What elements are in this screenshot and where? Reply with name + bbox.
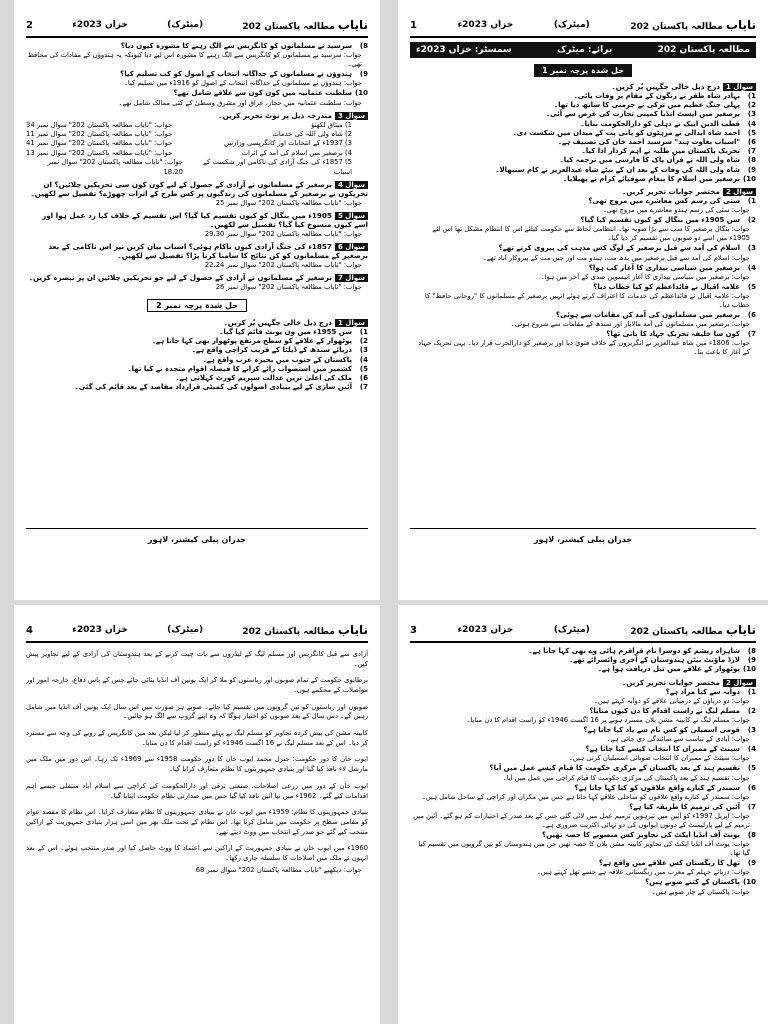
- list-item: [26, 365, 368, 374]
- page-1: [398, 0, 768, 600]
- answer-text: جواب: ہندوؤں نے مسلمانوں کے جداگانہ انتخاب کے اصول کو 1916ء میں تسلیم کیا۔: [123, 79, 362, 88]
- item-text: آئین کی ترمیم کا طریقہ کیا ہے؟: [629, 802, 740, 811]
- list-item: [26, 89, 368, 98]
- blank-list: [410, 92, 756, 184]
- answer-text: جواب: اپریل 1997ء کو آئین میں تیرہویں ترمیم عمل میں لائی گئی جس کے بعد صدر کے اختیارات کم ہو گئے۔ آئین میں ترمیم کے لیے پارلیمنٹ کے دونوں ایوانوں کی دو تہائی اکثریت ضروری ہے۔: [413, 812, 750, 830]
- item-text: مسلم لیگ نے راست اقدام کا دن کیوں منایا؟: [589, 706, 740, 715]
- question-heading: سوال 2مختصر جوابات تحریر کریں۔: [410, 187, 756, 196]
- item-text: شاہ ولی اللہ کی خدمات: [272, 130, 343, 139]
- paragraph: 1960ء میں ایوب خان نے بنیادی جمہوریت کے اراکین سے اعتماد کا ووٹ حاصل کیا اور صدر منتخب ہوئے۔ اس کے بعد انہوں نے ملک میں اصلاحات کا سلسلہ جاری رکھا۔: [26, 844, 368, 863]
- running-header: نایاب مطالعہ پاکستان 202 (میٹرک) خزاں 2023ء 3: [410, 619, 756, 643]
- list-item: [410, 803, 756, 812]
- item-number: 2): [747, 706, 756, 715]
- item-text: شاہراہ ریشم کو دوسرا نام قراقرم ہائی وے بھی کہا جاتا ہے۔: [528, 647, 740, 655]
- list-item: [410, 110, 756, 119]
- item-number: 3): [747, 244, 756, 253]
- reference-answer: جواب: "نایاب مطالعہ پاکستان 202" سوال نمبر 25: [215, 199, 362, 208]
- item-number: 8): [359, 42, 368, 50]
- band-title: مطالعہ پاکستان 202: [657, 45, 750, 55]
- list-item: [410, 726, 756, 735]
- item-text: احمد شاہ ابدالی نے مرہٹوں کو پانی پت کے میدان میں شکست دی۔: [512, 128, 740, 137]
- item-text: اسلام کی آمد سے قبل برصغیر کے لوگ کس مذہب کی پیروی کرتے تھے؟: [498, 244, 740, 253]
- note-row: [26, 149, 352, 158]
- item-number: 1): [747, 92, 756, 100]
- item-text: برصغیر میں اسلام کی آمد کے اثرات: [241, 148, 343, 157]
- item-number: 9): [747, 859, 756, 868]
- paper-band: [410, 42, 756, 58]
- item-text: شاہ ولی اللہ کی وفات کے بعد ان کے بیٹے شاہ عبدالعزیز نے کام سنبھالا۔: [495, 165, 740, 174]
- list-item: [26, 328, 368, 337]
- item-number: 6): [747, 783, 756, 792]
- item-text: سمندر کے کنارے واقع علاقوں کو کیا کہا جاتا ہے؟: [574, 783, 740, 792]
- item-number: 9): [747, 656, 756, 665]
- answer-body: [26, 650, 368, 864]
- item-text: کون سا خلیفہ تحریک جہاد کا بانی تھا؟: [606, 330, 740, 339]
- item-text: سلطنت عثمانیہ میں کون کون سے علاقے شامل تھے؟: [173, 89, 352, 98]
- item-number: 7): [747, 147, 756, 156]
- answer-text: جواب: دریائے جہلم کے مغرب میں ریگستانی علاقہ ہے جسے تھل کہتے ہیں۔: [536, 868, 750, 877]
- list-item: [410, 244, 756, 253]
- item-text: برصغیر میں مسلمانوں کی آمد کن مقامات سے ہوئی؟: [555, 311, 740, 320]
- question-heading: سوال 51905ء میں بنگال کو کیوں تقسیم کیا گیا؟ اس تقسیم کے خلاف کیا رد عمل ہوا اور اسے کیوں منسوخ کیا گیا؟ تفصیل سے لکھیں۔: [42, 211, 368, 230]
- list-item: [410, 120, 756, 129]
- list-item: [26, 42, 368, 51]
- page-4: [14, 605, 380, 1024]
- question-heading: سوال 3مندرجہ ذیل پر نوٹ تحریر کریں۔: [26, 111, 368, 120]
- list-item: [26, 337, 368, 346]
- item-number: 1): [747, 197, 756, 206]
- list-item: [410, 166, 756, 175]
- item-text: سن 1905ء میں بنگال کو کیوں تقسیم کیا گیا؟: [580, 216, 740, 225]
- note-row: [26, 121, 352, 130]
- item-number: 10): [355, 89, 368, 98]
- item-text: برصغیر میں اسلام کا پیغام صوفیائے کرام نے پھیلایا۔: [563, 174, 740, 183]
- answer-text: جواب: یونٹ آف انڈیا ایکٹ کی تجاویز کابینہ مشن پلان کا حصہ تھیں جن میں ہندوستان کو تین گروپوں میں تقسیم کیا گیا تھا۔: [418, 840, 750, 858]
- list-item: [26, 356, 368, 365]
- item-text: تقسیم ہند کے بعد پاکستان کے مرکزی حکومت کا قیام کیسے عمل میں آیا؟: [489, 764, 740, 773]
- answer-text: جواب: 1806ء میں شاہ عبدالعزیز نے انگریزوں کے خلاف فتویٰ دیا اور برصغیر کو دارالحرب قرار دیا۔ یہی تحریک جہاد کے آغاز کا باعث بنا۔: [418, 339, 750, 357]
- paragraph: ایوب خان کے دور میں زرعی اصلاحات، صنعتی ترقی اور دارالحکومت کی کراچی سے اسلام آباد منتقلی جیسے اہم اقدامات کیے گئے۔ 1962ء میں نیا آئین نافذ کیا گیا جس میں صدارتی نظام حکومت اپنایا گیا۔: [26, 781, 368, 800]
- answer-text: جواب: مسلم لیگ نے کابینہ مشن پلان مسترد ہونے پر 16 اگست 1946ء کو راست اقدام کا دن منایا۔: [466, 716, 750, 725]
- note-topic: [183, 158, 352, 177]
- page-3: [398, 605, 768, 1024]
- paper-tag: حل شدہ پرچہ نمبر 2: [147, 299, 247, 312]
- list-item: [410, 831, 756, 840]
- item-number: 7): [747, 802, 756, 811]
- paragraph: بنیادی جمہوریتوں کا نظام: 1959ء میں ایوب خان نے بنیادی جمہوریتوں کا نظام متعارف کرایا۔ اس نظام کا مقصد عوام کو مقامی سطح پر حکومت میں شامل کرنا تھا۔ اس نظام کے تحت ملک بھر میں اسی ہزار بنیادی جمہوریت کے اراکین منتخب کیے گئے جو صدر کے انتخاب میں ووٹ دیتے تھے۔: [26, 808, 368, 836]
- item-text: دریائے سندھ کے ڈیلٹا کے قریب کراچی واقع ہے۔: [191, 346, 352, 355]
- item-text: میثاق لکھنؤ: [311, 120, 343, 129]
- running-header: نایاب مطالعہ پاکستان 202 (میٹرک) خزاں 2023ء 4: [26, 619, 368, 643]
- note-row: [26, 130, 352, 139]
- item-text: پہلی جنگ عظیم میں ترکی نے جرمنی کا ساتھ دیا تھا۔: [554, 101, 740, 110]
- item-number: 1): [345, 120, 352, 129]
- item-number: 4): [747, 745, 756, 754]
- note-reference: جواب: "نایاب مطالعہ پاکستان 202" سوال نمبر 11: [26, 130, 173, 139]
- item-text: سینٹ کے ممبران کا انتخاب کیسے کیا جاتا ہے؟: [585, 745, 740, 754]
- notes-list: [26, 121, 368, 177]
- short-answer-list: [410, 197, 756, 357]
- list-item: [410, 129, 756, 138]
- paragraph: آزادی سے قبل کانگریس اور مسلم لیگ کے لیڈروں سے بات چیت کرنے کے بعد ہندوستان کی آزادی کے لیے تجاویز پیش کیں۔: [26, 649, 368, 668]
- item-number: 4): [345, 148, 352, 157]
- page-number: 1: [410, 19, 417, 31]
- list-item: [410, 197, 756, 206]
- question-heading: سوال 2مختصر جوابات تحریر کریں۔: [410, 678, 756, 687]
- answer-text: جواب: پاکستان کے چار صوبے ہیں۔: [651, 887, 750, 896]
- item-text: آئین سازی کے لیے بنیادی اصولوں کی کمیٹی قرارداد مقاصد کے بعد قائم کی گئی۔: [74, 383, 352, 392]
- item-number: 6): [747, 311, 756, 320]
- list-item: [410, 784, 756, 793]
- level-label: (میٹرک): [553, 20, 590, 30]
- running-header: نایاب مطالعہ پاکستان 202 (میٹرک) خزاں 2023ء 2: [26, 14, 368, 38]
- band-semester: سمسٹر: خزاں 2023ء: [416, 45, 512, 55]
- item-number: 4): [747, 263, 756, 272]
- question-heading: سوال 61857ء کی جنگ آزادی کیوں ناکام ہوئی؟ اسباب بیان کریں نیز اس ناکامی کے بعد برصغیر کے مسلمانوں کو کن نتائج کا سامنا کرنا پڑا؟ تفصیل سے لکھیں۔: [48, 242, 368, 261]
- list-item: [410, 283, 756, 292]
- page-number: 4: [26, 624, 33, 636]
- answer-text: جواب: علامہ اقبال نے قائداعظم کی خدمات کا اعتراف کرتے ہوئے انہیں برصغیر کے مسلمانوں کا "روحانی حافظ" کا خطاب دیا۔: [424, 292, 750, 310]
- short-answer-list: [26, 42, 368, 108]
- list-item: [410, 745, 756, 754]
- item-text: شاہ ولی اللہ نے قرآن پاک کا فارسی میں ترجمہ کیا۔: [559, 156, 740, 165]
- blank-list: [26, 328, 368, 392]
- item-number: 4): [747, 119, 756, 128]
- paragraph: ایوب خان کا دور حکومت: جنرل محمد ایوب خان کا دور حکومت 1958ء سے 1969ء تک رہا۔ اس دور میں ملک میں مارشل لاء نافذ کیا گیا اور بنیادی جمہوریتوں کا نظام متعارف کرایا گیا۔: [26, 755, 368, 774]
- brand-title: نایاب: [725, 18, 756, 32]
- item-number: 3): [359, 346, 368, 355]
- list-item: [410, 92, 756, 101]
- page-number: 2: [26, 19, 33, 31]
- answer-text: جواب: سرسید نے مسلمانوں کو کانگریس سے الگ رہنے کا مشورہ اس لیے دیا کیونکہ یہ ہندوؤں کے مفادات کی محافظ تھی۔: [27, 51, 362, 69]
- list-item: [410, 138, 756, 147]
- item-text: بہادر شاہ ظفر نے رنگون کے مقام پر وفات پائی۔: [573, 92, 740, 100]
- answer-text: جواب: سلطنت عثمانیہ میں حجاز، عراق اور مشرق وسطیٰ کے کئی ممالک شامل تھے۔: [118, 98, 362, 107]
- item-number: 2): [747, 216, 756, 225]
- list-item: [410, 156, 756, 165]
- item-number: 6): [359, 374, 368, 383]
- list-item: [410, 264, 756, 273]
- item-number: 3): [747, 110, 756, 119]
- answer-text: جواب: بنگال برصغیر کا سب سے بڑا صوبہ تھا۔ انتظامی لحاظ سے حکومت کیلئے اس کا انتظام مشکل تھا اس لئے 1905ء میں اسے دو صوبوں میں تقسیم کر دیا گیا۔: [432, 225, 750, 243]
- item-text: برصغیر میں سیاسی بیداری کا آغاز کب ہوا؟: [588, 263, 740, 272]
- item-number: 7): [359, 383, 368, 392]
- item-text: یونٹ آف انڈیا ایکٹ کی تجاویز کس منصوبے کا حصہ تھیں؟: [542, 831, 740, 840]
- note-row: [26, 139, 352, 148]
- item-text: سن 1955ء میں ون یونٹ قائم کیا گیا۔: [219, 328, 352, 337]
- item-number: 8): [747, 831, 756, 840]
- answer-text: جواب: ستی کی رسم ہندو معاشرے میں مروج تھی۔: [602, 206, 750, 215]
- note-row: [26, 158, 352, 177]
- answer-text: جواب: سینٹ کے ممبران کا انتخاب صوبائی اسمبلیاں کرتی ہیں۔: [568, 754, 750, 763]
- item-number: 5): [345, 158, 352, 167]
- item-text: تھل کا ریگستان کس علاقے میں واقع ہے؟: [598, 859, 740, 868]
- answer-text: جواب: سمندر کے کنارے واقع علاقوں کو ساحلی علاقے کہا جاتا ہے جس میں مکران اور کراچی کے ساحل شامل ہیں۔: [421, 792, 750, 801]
- list-item: [26, 383, 368, 392]
- blank-list: [410, 647, 756, 675]
- item-text: برصغیر میں ایسٹ انڈیا کمپنی تجارت کی غرض سے آئی۔: [545, 110, 740, 119]
- list-item: [410, 175, 756, 184]
- question-heading: سوال 1درج ذیل خالی جگہیں پُر کریں۔: [410, 82, 756, 91]
- note-reference: جواب: "نایاب مطالعہ پاکستان 202" سوال نمبر 41: [26, 139, 173, 148]
- subject-title: مطالعہ پاکستان 202: [630, 22, 723, 32]
- item-number: 5): [747, 128, 756, 137]
- answer-text: جواب: آبادی کے تناسب سے نمائندگی دی جاتی ہے۔: [606, 735, 750, 744]
- list-item: [410, 764, 756, 773]
- answer-text: جواب: اسلام کی آمد سے قبل برصغیر میں بدھ مت، ہندو مت اور جین مت کے پیروکار آباد تھے۔: [482, 253, 750, 262]
- note-topic: [242, 149, 352, 158]
- answer-text: جواب: دو دریاؤں کے درمیانی علاقے کو دوآبہ کہتے ہیں۔: [593, 696, 750, 705]
- publisher-footer: جدران پبلی کیشنز، لاہور: [410, 528, 756, 544]
- list-item: [410, 665, 756, 674]
- item-number: 4): [359, 355, 368, 364]
- paragraph: کابینہ مشن کی پیش کردہ تجاویز کو مسلم لیگ نے پہلے منظور کر لیا لیکن بعد میں کانگریس کے رویے کی وجہ سے مسترد کر دیا۔ اس کے بعد مسلم لیگ نے 16 اگست 1946ء کو راست اقدام کا دن منایا۔: [26, 728, 368, 747]
- question-heading: سوال 1درج ذیل خالی جگہیں پُر کریں۔: [26, 318, 368, 327]
- paper-tag: حل شدہ پرچہ نمبر 1: [534, 64, 632, 77]
- item-text: پوٹھوار کے علاقے کو سطح مرتفع پوٹھوار بھی کہا جاتا ہے۔: [151, 337, 352, 346]
- list-item: [26, 374, 368, 383]
- running-header: [410, 14, 756, 38]
- paragraph: صوبوں اور ریاستوں کو تین گروپوں میں تقسیم کیا جائے۔ صوبے ہر صورت میں اس سال ایک یونین آف انڈیا میں شامل رہیں گے۔ دس سال کے بعد صوبوں کو اختیار ہوگا کہ وہ اپنے گروپ سے الگ ہو جائیں۔: [26, 702, 368, 721]
- item-number: 1): [359, 328, 368, 337]
- item-number: 2): [747, 101, 756, 110]
- item-text: ملک کی اعلیٰ ترین عدالت سپریم کورٹ کہلاتی ہے۔: [175, 374, 352, 383]
- item-number: 7): [747, 330, 756, 339]
- item-number: 1): [747, 687, 756, 696]
- list-item: [410, 707, 756, 716]
- item-number: 2): [345, 130, 352, 139]
- item-text: پاکستان کے کتنے صوبے ہیں؟: [645, 878, 740, 887]
- answer-text: جواب: برصغیر میں مسلمانوں کی آمد مالابار اور سندھ کے مقامات سے شروع ہوئی۔: [510, 320, 750, 329]
- item-number: 10): [743, 665, 756, 674]
- item-text: 1937ء کے انتخابات اور کانگریسی وزارتیں: [224, 139, 343, 148]
- item-number: 10): [743, 878, 756, 887]
- question-heading: سوال 4برصغیر کے مسلمانوں نے آزادی کے حصول کے لیے کون کون سی تحریکیں چلائیں؟ ان تحریکوں نے برصغیر کے مسلمانوں کی زندگیوں پر کس طرح کے اثرات چھوڑے؟ تفصیل سے لکھیں۔: [30, 180, 368, 199]
- note-topic: [311, 121, 352, 130]
- item-text: علامہ اقبال نے قائداعظم کو کیا خطاب دیا؟: [593, 282, 740, 291]
- list-item: [410, 656, 756, 665]
- question-heading: سوال 7برصغیر کے مسلمانوں نے آزادی کے حصول کے لیے جو تحریکیں چلائیں ان پر تبصرہ کریں۔: [26, 273, 368, 282]
- item-number: 5): [747, 282, 756, 291]
- item-text: قطب الدین ایبک نے دہلی کو دارالحکومت بنایا۔: [580, 119, 740, 128]
- item-number: 3): [345, 139, 352, 148]
- note-topic: [224, 139, 352, 148]
- list-item: [410, 311, 756, 320]
- item-number: 5): [359, 364, 368, 373]
- note-reference: جواب: "نایاب مطالعہ پاکستان 202" سوال نمبر 13: [26, 148, 173, 157]
- item-number: 8): [747, 156, 756, 165]
- publisher-footer: جدران پبلی کیشنز، لاہور: [26, 528, 368, 544]
- item-text: 1857ء کی جنگ آزادی کی ناکامی اور شکست کے اسباب: [203, 158, 352, 176]
- reference-answer: جواب: دیکھیے "نایاب مطالعہ پاکستان 202" سوال نمبر 68: [195, 865, 362, 874]
- reference-answer: جواب: "نایاب مطالعہ پاکستان 202" سوال نمبر 26: [215, 283, 362, 292]
- item-text: دوآبہ سے کیا مراد ہے؟: [665, 687, 740, 696]
- item-text: کشمیر میں استصواب رائے کرانے کا فیصلہ اقوام متحدہ نے کیا تھا۔: [127, 364, 352, 373]
- list-item: [410, 688, 756, 697]
- item-text: پوٹھوار کے علاقے میں تیل دریافت ہوا ہے۔: [597, 665, 740, 674]
- list-item: [410, 878, 756, 887]
- answer-text: جواب: تقسیم ہند کے بعد پاکستان کی مرکزی حکومت کا قیام کراچی میں عمل میں آیا۔: [502, 773, 750, 782]
- short-answer-list: [410, 688, 756, 897]
- item-number: 10): [743, 174, 756, 183]
- item-number: 3): [747, 726, 756, 735]
- item-text: پاکستان کے جنوب میں بحیرہ عرب واقع ہے۔: [202, 355, 352, 364]
- page-number: 3: [410, 624, 417, 636]
- note-reference: جواب: "نایاب مطالعہ پاکستان 202" سوال نمبر 18،20: [47, 158, 183, 176]
- item-text: "اسباب بغاوت ہند" سرسید احمد خان کی تصنیف ہے۔: [557, 138, 740, 147]
- item-text: تحریک پاکستان میں طلبہ نے اہم کردار ادا کیا۔: [581, 147, 740, 156]
- note-reference: جواب: "نایاب مطالعہ پاکستان 202" سوال نمبر 34: [26, 120, 173, 129]
- item-text: ستی کی رسم کس معاشرے میں مروج تھی؟: [588, 197, 740, 206]
- session-label: خزاں 2023ء: [457, 20, 514, 30]
- item-text: قومی اسمبلی کو کس نام سے یاد کیا جاتا ہے؟: [583, 726, 740, 735]
- band-for: برائے: میٹرک: [557, 45, 613, 55]
- item-text: سرسید نے مسلمانوں کو کانگریس سے الگ رہنے کا مشورہ کیوں دیا؟: [120, 42, 352, 50]
- page-2: [14, 0, 380, 600]
- answer-text: جواب: برصغیر میں سیاسی بیداری کا آغاز انیسویں صدی کے آخر میں ہوا۔: [540, 272, 750, 281]
- list-item: [26, 346, 368, 355]
- item-text: لارڈ ماؤنٹ بیٹن ہندوستان کے آخری وائسرائے تھے۔: [569, 656, 740, 665]
- item-text: ہندوؤں نے مسلمانوں کے جداگانہ انتخاب کے اصول کو کب تسلیم کیا؟: [120, 70, 352, 79]
- note-topic: [272, 130, 352, 139]
- item-number: 2): [359, 337, 368, 346]
- item-number: 8): [747, 647, 756, 655]
- paragraph: برطانوی حکومت کے تمام صوبوں اور ریاستوں کو ملا کر ایک یونین آف انڈیا بنائی جائے جس کے پاس دفاع، خارجہ امور اور مواصلات کے محکمے ہوں۔: [26, 676, 368, 694]
- item-number: 5): [747, 764, 756, 773]
- reference-answer: جواب: "نایاب مطالعہ پاکستان 202" سوال نمبر 22،24: [204, 261, 362, 270]
- reference-answer: جواب: "نایاب مطالعہ پاکستان 202" سوال نمبر 29،30: [204, 230, 362, 239]
- item-number: 9): [359, 70, 368, 79]
- item-number: 6): [747, 138, 756, 147]
- item-number: 9): [747, 165, 756, 174]
- list-item: [410, 647, 756, 656]
